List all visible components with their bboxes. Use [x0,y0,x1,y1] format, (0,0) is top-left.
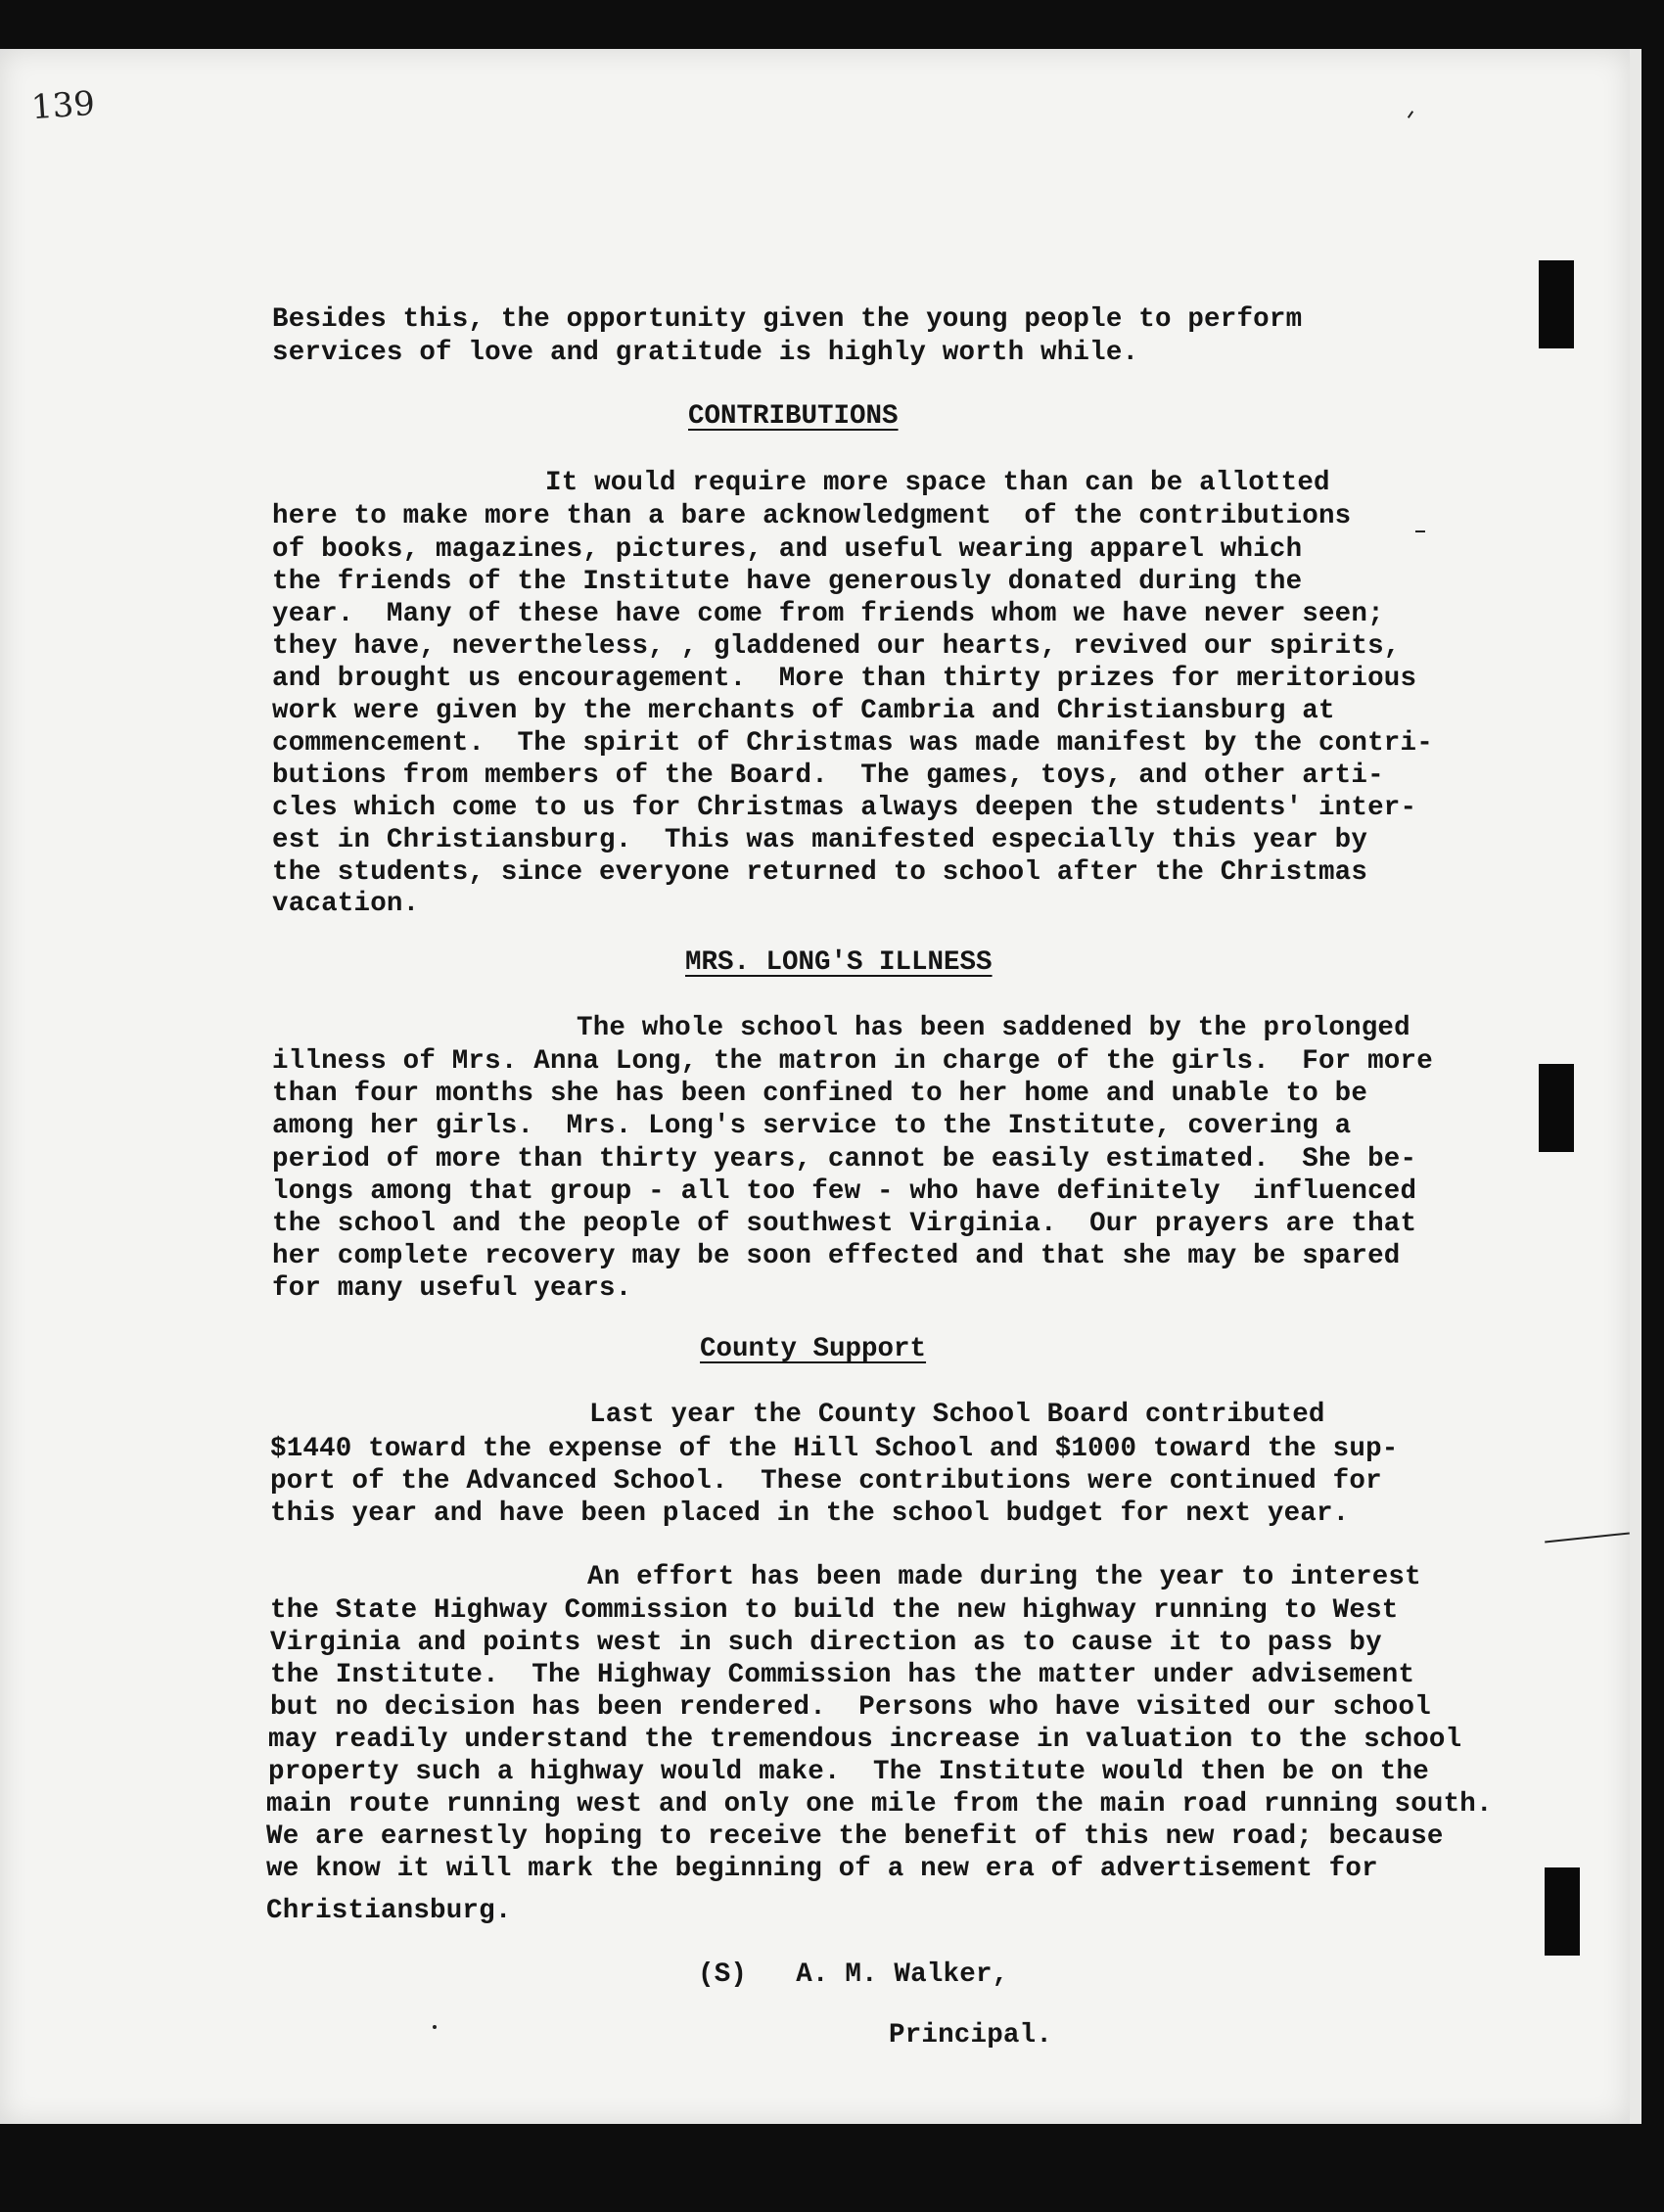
paragraph-line: Last year the County School Board contributed [589,1400,1325,1430]
scan-border [0,2124,1664,2212]
paragraph-line: The whole school has been saddened by the prolonged [577,1013,1410,1043]
paragraph-line: An effort has been made during the year to interest [587,1562,1421,1592]
paragraph-line: the school and the people of southwest Virginia. Our prayers are that [272,1209,1417,1239]
paragraph-line: longs among that group - all too few - who have definitely influenced [272,1176,1417,1207]
page-number: 139 [29,83,97,128]
paragraph-line: of books, magazines, pictures, and useful wearing apparel which [272,534,1303,565]
paragraph-line: port of the Advanced School. These contributions were continued for [270,1466,1382,1497]
paragraph-line: the State Highway Commission to build the new highway running to West [270,1595,1399,1626]
paragraph-line: butions from members of the Board. The games, toys, and other arti- [272,760,1384,791]
paragraph-line: than four months she has been confined to her home and unable to be [272,1079,1368,1109]
paragraph-line: year. Many of these have come from friends whom we have never seen; [272,599,1384,629]
paragraph-line: It would require more space than can be allotted [545,468,1330,498]
paragraph-line: this year and have been placed in the school budget for next year. [270,1498,1350,1529]
scan-mark [1408,111,1413,118]
paragraph-line: they have, nevertheless, , gladdened our hearts, revived our spirits, [272,631,1401,662]
registration-marker [1539,1064,1574,1152]
paragraph-line: commencement. The spirit of Christmas was made manifest by the contri- [272,728,1433,759]
scan-mark [1545,1532,1630,1543]
paragraph-line: may readily understand the tremendous increase in valuation to the school [268,1725,1462,1755]
paragraph-line: $1440 toward the expense of the Hill School and $1000 toward the sup- [270,1434,1399,1464]
paragraph-line: for many useful years. [272,1273,632,1304]
page-edge [1630,49,1641,2124]
paragraph-line: period of more than thirty years, cannot be easily estimated. She be- [272,1144,1417,1175]
intro-line: services of love and gratitude is highly worth while. [272,338,1139,368]
paragraph-line: Christiansburg. [266,1896,512,1926]
signature-line: (S) A. M. Walker, [698,1959,1009,1990]
paragraph-line: and brought us encouragement. More than thirty prizes for meritorious [272,664,1417,694]
paragraph-line: vacation. [272,889,420,919]
paragraph-line: we know it will mark the beginning of a new era of advertisement for [266,1854,1378,1884]
paragraph-line: the friends of the Institute have generously donated during the [272,567,1303,597]
paragraph-line: est in Christiansburg. This was manifested especially this year by [272,825,1368,855]
paragraph-line: the students, since everyone returned to school after the Christmas [272,857,1368,888]
paragraph-line: work were given by the merchants of Cambria and Christiansburg at [272,696,1335,726]
scan-mark [433,2025,437,2029]
paragraph-line: We are earnestly hoping to receive the benefit of this new road; because [266,1821,1444,1852]
intro-line: Besides this, the opportunity given the young people to perform [272,304,1303,335]
scan-mark [1415,530,1425,532]
registration-marker [1539,260,1574,348]
section-heading-illness: MRS. LONG'S ILLNESS [685,947,993,978]
paragraph-line: cles which come to us for Christmas always deepen the students' inter- [272,793,1417,823]
signature-title: Principal. [889,2020,1053,2051]
section-heading-contributions: CONTRIBUTIONS [688,401,899,432]
registration-marker [1545,1867,1580,1956]
paragraph-line: here to make more than a bare acknowledgment of the contributions [272,501,1352,531]
section-heading-county-support: County Support [700,1334,927,1364]
paragraph-line: Virginia and points west in such direction as to cause it to pass by [270,1628,1382,1658]
document-page [0,49,1630,2124]
paragraph-line: her complete recovery may be soon effected and that she may be spared [272,1241,1401,1271]
paragraph-line: but no decision has been rendered. Persons who have visited our school [270,1692,1431,1723]
paragraph-line: main route running west and only one mile from the main road running south. [266,1789,1493,1820]
paragraph-line: the Institute. The Highway Commission has the matter under advisement [270,1660,1415,1690]
paragraph-line: illness of Mrs. Anna Long, the matron in charge of the girls. For more [272,1046,1433,1077]
paragraph-line: property such a highway would make. The Institute would then be on the [268,1757,1429,1787]
paragraph-line: among her girls. Mrs. Long's service to the Institute, covering a [272,1111,1352,1141]
